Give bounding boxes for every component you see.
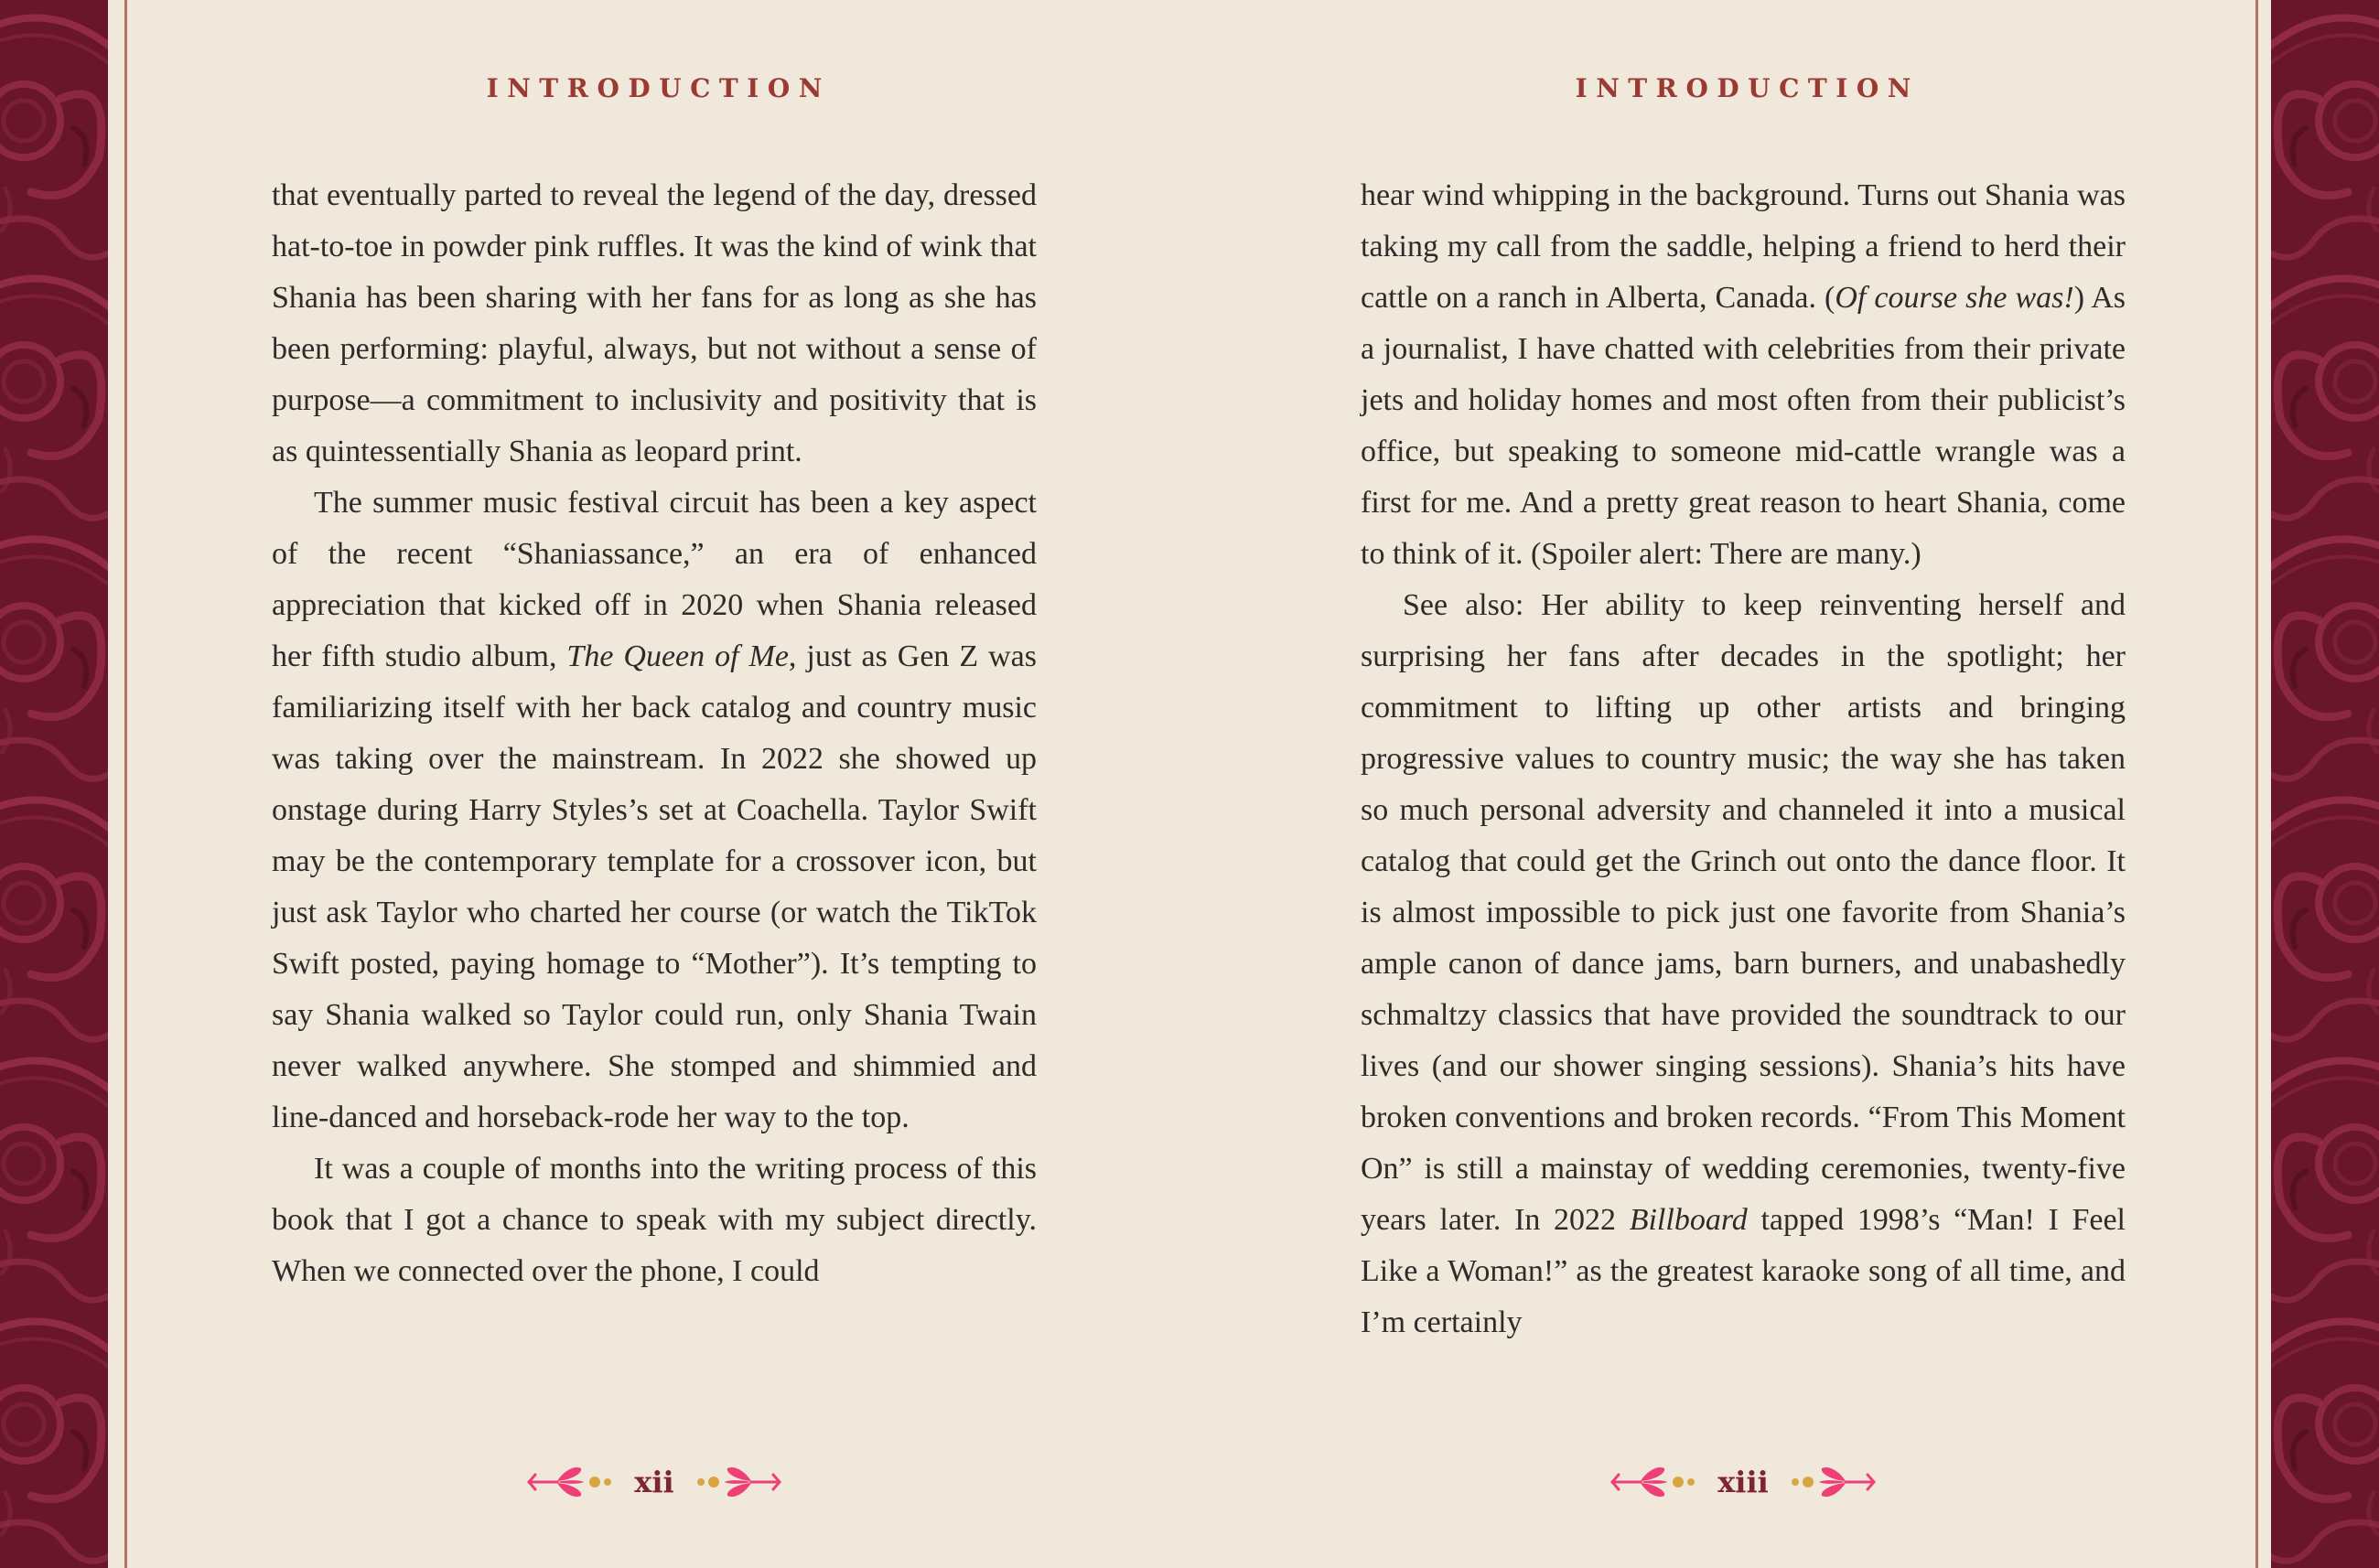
folio-flourish-left-icon: [1609, 1463, 1697, 1501]
text-run: hear wind whipping in the background. Turns out Shania was taking my call from the saddle, helping a friend to herd their cattle on a ranch in Alberta, Canada. (: [1361, 178, 2126, 315]
folio-flourish-left-icon: [526, 1463, 614, 1501]
left-page-number: xii: [634, 1465, 674, 1499]
text-run: ) As a journalist, I have chatted with celebrities from their private jets and holiday homes and most often from their publicist’s office, but speaking to someone mid-cattle wrangle was a first for me. And a pretty great reason to heart Shania, come to think of it. (Spoiler alert: There are many.): [1361, 281, 2126, 571]
text-run: See also: Her ability to keep reinventing herself and surprising her fans after decades in the spotlight; her commitment to lifting up other artists and bringing progressive values to country music; the way she has taken so much personal adversity and channeled it into a musical catalog that could get the Grinch out onto the dance floor. It is almost impossible to pick just one favorite from Shania’s ample canon of dance jams, barn burners, and unabashedly schmaltzy classics that have provided the soundtrack to our lives (and our shower singing sessions). Shania’s hits have broken conventions and broken records. “From This Moment On” is still a mainstay of wedding ceremonies, twenty-five years later. In 2022: [1361, 588, 2126, 1237]
text-run: It was a couple of months into the writing process of this book that I got a chance to speak with my subject directly. When we connected over the phone, I could: [272, 1152, 1037, 1288]
text-run: tapped 1998’s “Man! I Feel Like a Woman!” as the greatest karaoke song of all time, and I’m certainly: [1361, 1203, 2126, 1339]
right-margin-rule: [2255, 0, 2258, 1568]
text-run: The summer music festival circuit has been a key aspect of the recent “Shaniassance,” an era of enhanced appreciation that kicked off in 2020 when Shania released her fifth studio album,: [272, 486, 1037, 673]
right-page-footer: [1361, 1458, 2126, 1506]
text-run: that eventually parted to reveal the legend of the day, dressed hat-to-toe in powder pink ruffles. It was the kind of wink that Shania has been sharing with her fans for as long as she has been performing: playful, always, but not without a sense of purpose—a commitment to inclusivity and positivity that is as quintessentially Shania as leopard print.: [272, 178, 1037, 468]
folio-flourish-right-icon: [1789, 1463, 1877, 1501]
right-running-header: INTRODUCTION: [1575, 73, 1920, 103]
folio-flourish-right-icon: [694, 1463, 782, 1501]
text-run-italic: Of course she was!: [1835, 281, 2074, 315]
right-border-decoration: [2271, 0, 2379, 1568]
paragraph: [1361, 170, 2126, 580]
text-run-italic: Billboard: [1629, 1203, 1748, 1237]
paragraph: [1361, 580, 2126, 1348]
left-page-footer: [272, 1458, 1037, 1506]
left-running-header: INTRODUCTION: [486, 73, 831, 103]
paragraph: [272, 478, 1037, 1144]
text-run-italic: The Queen of Me: [566, 639, 789, 673]
right-page-number: xiii: [1717, 1465, 1769, 1499]
left-page: [272, 0, 1037, 1568]
left-border-decoration: [0, 0, 108, 1568]
right-page: [1361, 0, 2126, 1568]
left-page-body: [272, 170, 1037, 1297]
left-margin-rule: [124, 0, 127, 1568]
paragraph: [272, 170, 1037, 478]
right-page-body: [1361, 170, 2126, 1348]
text-run: , just as Gen Z was familiarizing itself with her back catalog and country music was taking over the mainstream. In 2022 she showed up onstage during Harry Styles’s set at Coachella. Taylor Swift may be the contemporary template for a crossover icon, but just ask Taylor who charted her course (or watch the TikTok Swift posted, paying homage to “Mother”). It’s tempting to say Shania walked so Taylor could run, only Shania Twain never walked anywhere. She stomped and shimmied and line-danced and horseback-rode her way to the top.: [272, 639, 1037, 1134]
paragraph: [272, 1144, 1037, 1297]
